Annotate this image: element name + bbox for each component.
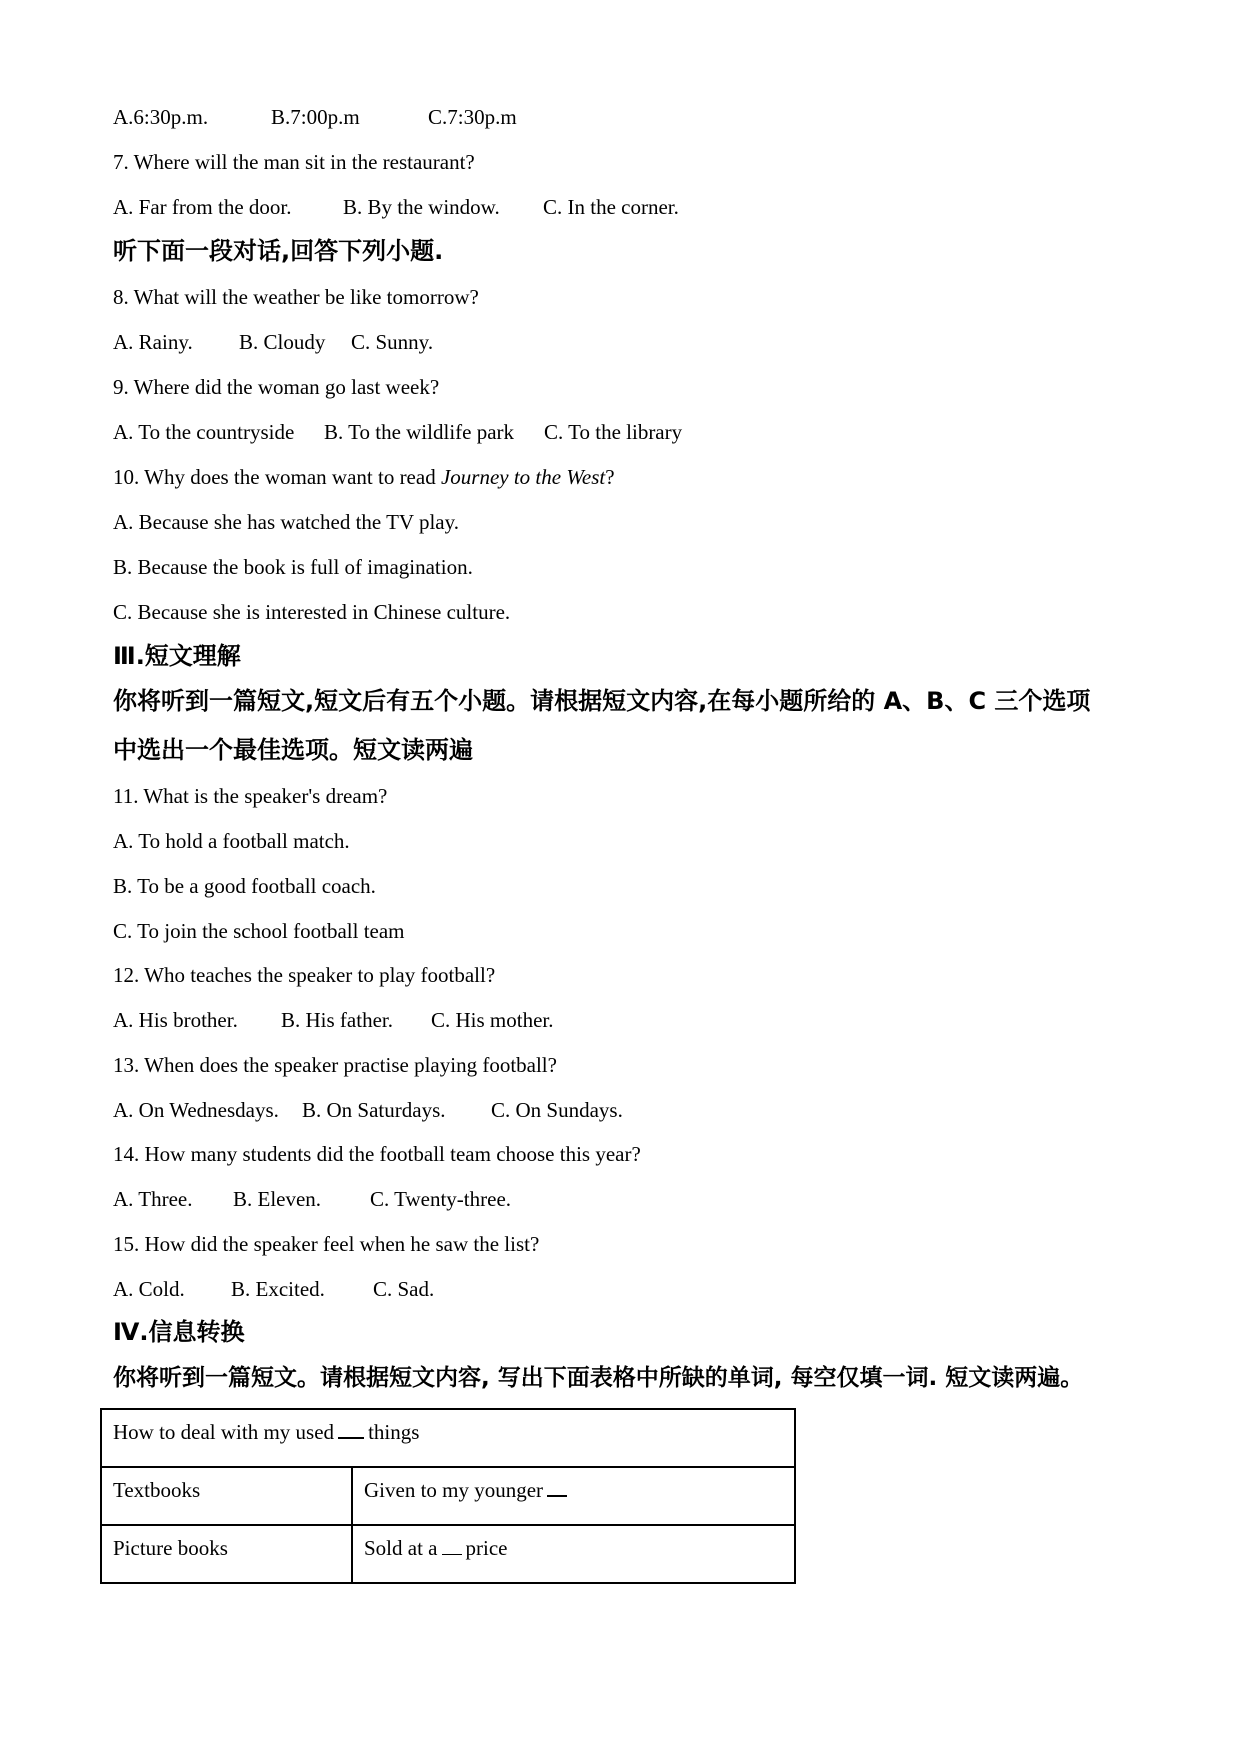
q10-question-prefix: 10. Why does the woman want to read (113, 465, 441, 489)
q10-book-title: Journey to the West (440, 465, 606, 489)
section3-instruction-line2: 中选出一个最佳选项。短文读两遍 (113, 736, 473, 764)
q15-question: 15. How did the speaker feel when he saw the list? (113, 1232, 540, 1256)
row1-label: Textbooks (101, 1467, 352, 1525)
row2-label: Picture books (101, 1525, 352, 1583)
info-table (100, 1408, 796, 1584)
row2-value-prefix: Sold at a (364, 1536, 438, 1560)
q11-question: 11. What is the speaker's dream? (113, 784, 388, 808)
q8-option-b[interactable]: B. Cloudy (239, 330, 326, 354)
row1-value-cell (352, 1467, 795, 1525)
q14-question: 14. How many students did the football team choose this year? (113, 1142, 641, 1166)
q6-option-a[interactable]: A.6:30p.m. (113, 105, 209, 129)
q14-option-a[interactable]: A. Three. (113, 1187, 193, 1211)
q12-option-c[interactable]: C. His mother. (431, 1008, 554, 1032)
q11-option-c[interactable]: C. To join the school football team (113, 919, 405, 943)
q13-option-a[interactable]: A. On Wednesdays. (113, 1098, 279, 1122)
section4-title: Ⅳ.信息转换 (113, 1318, 245, 1346)
q9-option-a[interactable]: A. To the countryside (113, 420, 295, 444)
q13-option-b[interactable]: B. On Saturdays. (302, 1098, 446, 1122)
q10-option-c[interactable]: C. Because she is interested in Chinese culture. (113, 600, 511, 624)
q10-option-b[interactable]: B. Because the book is full of imagination. (113, 555, 473, 579)
q8-option-a[interactable]: A. Rainy. (113, 330, 193, 354)
q11-option-a[interactable]: A. To hold a football match. (113, 829, 350, 853)
blank-1[interactable] (338, 1421, 364, 1439)
table-row (101, 1409, 795, 1467)
q9-option-b[interactable]: B. To the wildlife park (324, 420, 515, 444)
row2-value-cell (352, 1525, 795, 1583)
table-row (101, 1525, 795, 1583)
blank-3[interactable] (442, 1538, 462, 1555)
section3-title: Ⅲ.短文理解 (113, 642, 241, 670)
header-suffix: things (368, 1420, 420, 1444)
table-row (101, 1467, 795, 1525)
q12-question: 12. Who teaches the speaker to play football? (113, 963, 496, 987)
q15-option-a[interactable]: A. Cold. (113, 1277, 185, 1301)
row2-value-suffix: price (465, 1536, 508, 1560)
dialog-instruction: 听下面一段对话,回答下列小题. (113, 237, 444, 265)
q11-option-b[interactable]: B. To be a good football coach. (113, 874, 376, 898)
q12-option-a[interactable]: A. His brother. (113, 1008, 238, 1032)
q13-question: 13. When does the speaker practise playing football? (113, 1053, 557, 1077)
q7-option-c[interactable]: C. In the corner. (543, 195, 679, 219)
q14-option-c[interactable]: C. Twenty-three. (370, 1187, 512, 1211)
q7-question: 7. Where will the man sit in the restaurant? (113, 150, 475, 174)
q8-option-c[interactable]: C. Sunny. (351, 330, 434, 354)
q7-option-a[interactable]: A. Far from the door. (113, 195, 292, 219)
header-prefix: How to deal with my used (113, 1420, 335, 1444)
q15-option-b[interactable]: B. Excited. (231, 1277, 325, 1301)
q10-question (113, 464, 615, 490)
q6-option-b[interactable]: B.7:00p.m (271, 105, 360, 129)
section4-instruction: 你将听到一篇短文。请根据短文内容, 写出下面表格中所缺的单词, 每空仅填一词. 短文读两遍。 (113, 1365, 1084, 1391)
q8-question: 8. What will the weather be like tomorrow? (113, 285, 479, 309)
q15-option-c[interactable]: C. Sad. (373, 1277, 435, 1301)
q12-option-b[interactable]: B. His father. (281, 1008, 393, 1032)
row1-value: Given to my younger (364, 1478, 544, 1502)
blank-2[interactable] (547, 1479, 567, 1497)
q7-option-b[interactable]: B. By the window. (343, 195, 500, 219)
q9-option-c[interactable]: C. To the library (544, 420, 683, 444)
section3-instruction-line1: 你将听到一篇短文,短文后有五个小题。请根据短文内容,在每小题所给的 A、B、C 三个选项 (113, 687, 1091, 715)
q14-option-b[interactable]: B. Eleven. (233, 1187, 322, 1211)
q9-question: 9. Where did the woman go last week? (113, 375, 440, 399)
table-header-cell (101, 1409, 795, 1467)
q10-question-suffix: ? (605, 465, 615, 489)
q13-option-c[interactable]: C. On Sundays. (491, 1098, 623, 1122)
q6-option-c[interactable]: C.7:30p.m (428, 105, 517, 129)
q10-option-a[interactable]: A. Because she has watched the TV play. (113, 510, 460, 534)
